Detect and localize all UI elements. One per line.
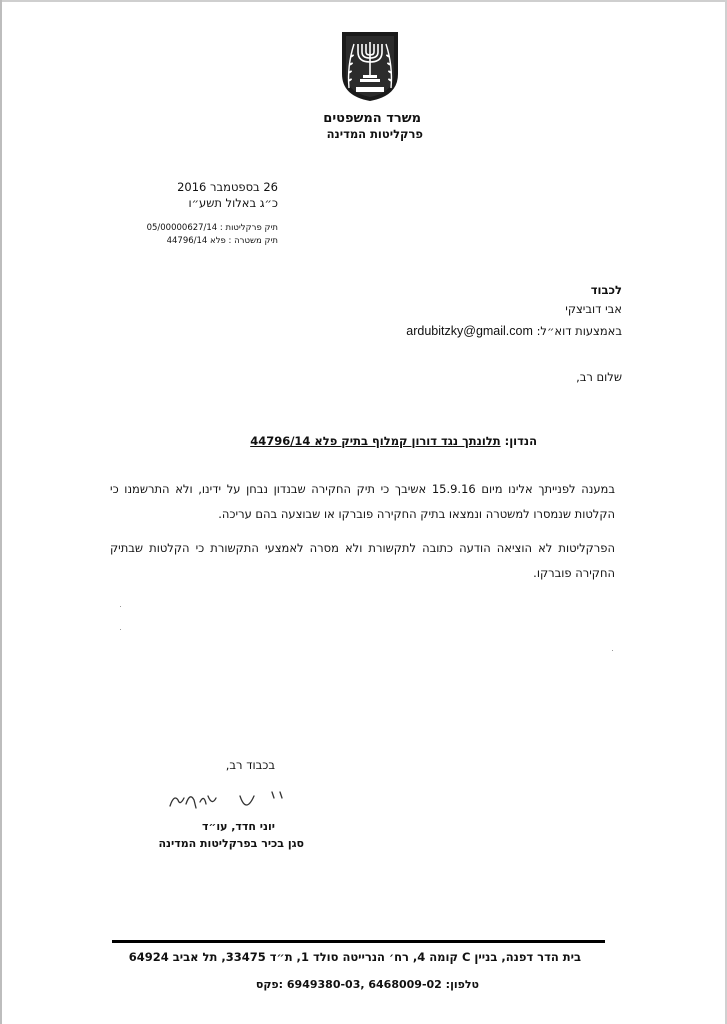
- signer-name: יוני חדד, עו״ד: [202, 820, 275, 833]
- subject-line: [250, 434, 537, 448]
- closing-regards: בכבוד רב,: [225, 758, 275, 772]
- police-file-ref: תיק משטרה : פלא 44796/14: [166, 236, 278, 246]
- recipient-email: ardubitzky@gmail.com: [406, 324, 533, 338]
- subject-label: הנדון:: [504, 434, 537, 448]
- office-name: פרקליטות המדינה: [326, 127, 423, 141]
- scan-speck: [612, 650, 613, 651]
- date-hebrew: כ״ג באלול תשע״ו: [188, 196, 278, 210]
- signer-title: סגן בכיר בפרקליטות המדינה: [158, 837, 304, 850]
- scan-speck: [120, 629, 121, 630]
- date-gregorian: 26 בספטמבר 2016: [177, 180, 278, 194]
- page-frame-left: [0, 0, 2, 1024]
- handwritten-signature-icon: [168, 786, 298, 816]
- recipient-label: לכבוד: [590, 283, 622, 297]
- greeting: שלום רב,: [576, 370, 622, 384]
- body-paragraph-1: במענה לפנייתך אלינו מיום 15.9.16 אשיבך כי תיק החקירה שבנדון נבחן על ידינו, ולא התרשמנו כי הקלטות שנמסרו למשטרה ונמצאו בתיק החקירה פוברקו או שבוצעה בהם עריכה.: [110, 482, 615, 521]
- state-emblem-icon: [338, 30, 402, 102]
- prosecution-file-ref: תיק פרקליטות : 05/00000627/14: [146, 223, 278, 233]
- footer-phones: טלפון: 02‑6468009 ,03‑6949380 :פקס: [255, 978, 479, 991]
- page-frame-top: [0, 0, 727, 2]
- body-paragraph-2: הפרקליטות לא הוציאה הודעה כתובה לתקשורת ולא מסרה לאמצעי התקשורת כי הקלטות שבתיק החקירה פוברקו.: [110, 541, 615, 580]
- footer-divider: [112, 940, 605, 943]
- ministry-name: משרד המשפטים: [323, 111, 421, 126]
- recipient-via: [406, 324, 622, 338]
- via-label: באמצעות דוא״ל:: [536, 324, 622, 338]
- subject-text: תלונתך נגד דורון קמלוף בתיק פלא 44796/14: [250, 434, 501, 448]
- scan-speck: [120, 606, 121, 607]
- footer-address: בית הדר דפנה, בניין C קומה 4, רח׳ הנרייטה סולד 1, ת״ד 33475, תל אביב 64924: [128, 950, 581, 964]
- recipient-name: אבי דוביצקי: [565, 302, 622, 316]
